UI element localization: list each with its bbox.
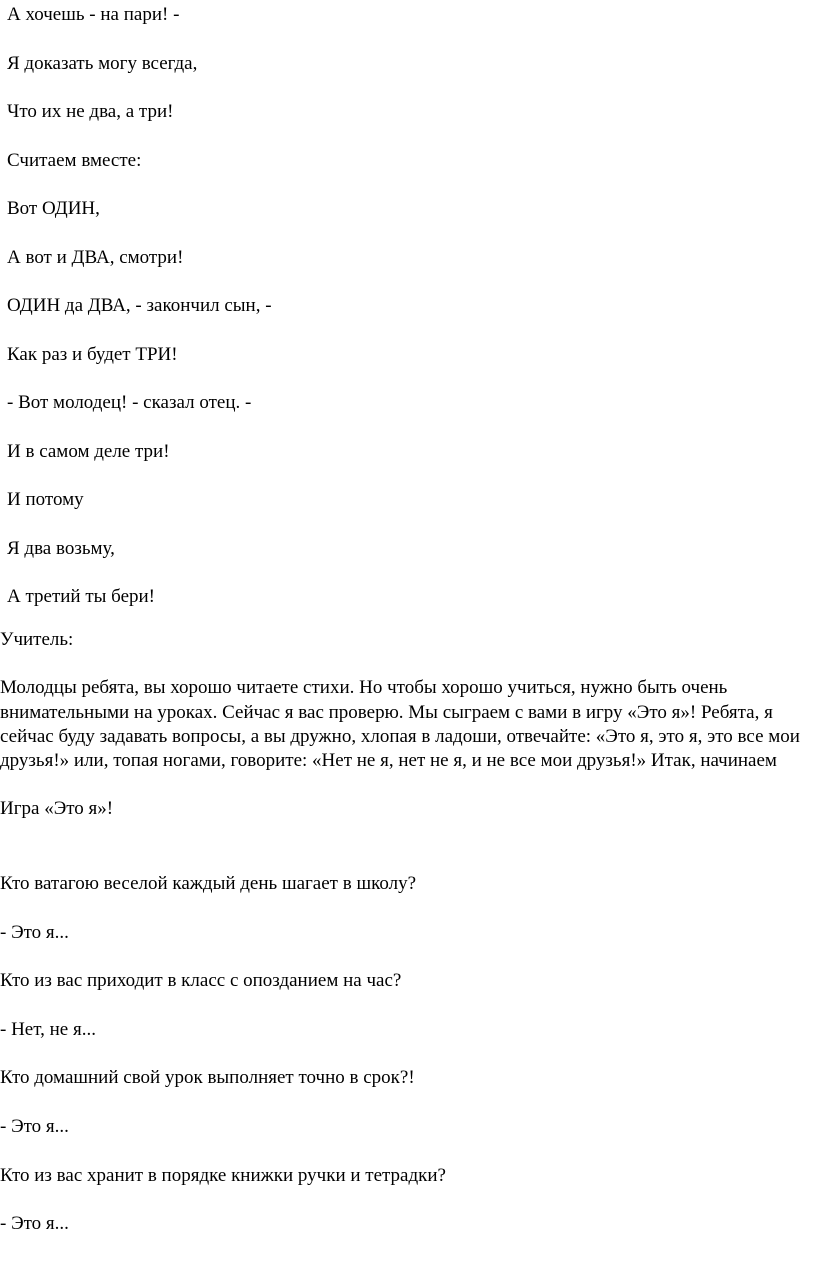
poem-line: Что их не два, а три! — [7, 101, 174, 122]
poem-line: Считаем вместе: — [7, 149, 142, 171]
poem-line: А вот и ДВА, смотри! — [7, 246, 184, 268]
game-answer: - Это я... — [0, 921, 69, 943]
poem-line: Я два возьму, — [7, 537, 115, 559]
teacher-block — [0, 628, 812, 846]
game-question: Кто из вас хранит в порядке книжки ручки и тетрадки? — [0, 1164, 446, 1186]
game-answer: - Нет, не я... — [0, 1018, 96, 1040]
game-question: Кто из вас приходит в класс с опозданием на час? — [0, 970, 402, 992]
poem-line: А третий ты бери! — [7, 586, 155, 607]
poem-line: Вот ОДИН, — [7, 198, 100, 219]
game-answer: - Это я... — [0, 1213, 69, 1235]
poem-block — [7, 0, 272, 631]
game-answer: - Это я... — [0, 1115, 69, 1137]
game-question: Кто домашний свой урок выполняет точно в срок?! — [0, 1067, 415, 1089]
poem-line: Как раз и будет ТРИ! — [7, 343, 178, 365]
poem-line: - Вот молодец! - сказал отец. - — [7, 392, 252, 413]
poem-line: И потому — [7, 489, 84, 510]
poem-line: ОДИН да ДВА, - закончил сын, - — [7, 295, 272, 316]
teacher-label: Учитель: — [0, 629, 74, 650]
game-title: Игра «Это я»! — [0, 798, 114, 820]
poem-line: И в самом деле три! — [7, 440, 170, 462]
teacher-speech: Молодцы ребята, вы хорошо читаете стихи. Но чтобы хорошо учиться, нужно быть очень внимательными на уроках. Сейчас я вас проверю. Мы сыграем с вами в игру «Это я»! Ребята, я сейчас буду задавать вопросы, а вы дружно, хлопая в ладоши, отвечайте: «Это я, это я, это все мои друзья!» или, топая ногами, говорите: «Нет не я, нет не я, и не все мои друзья!» Итак, начинаем — [0, 677, 800, 772]
game-question: Кто ватагою веселой каждый день шагает в школу? — [0, 873, 417, 894]
poem-line: А хочешь - на пари! - — [7, 4, 180, 25]
poem-line: Я доказать могу всегда, — [7, 52, 198, 74]
game-dialogue — [0, 872, 812, 1261]
